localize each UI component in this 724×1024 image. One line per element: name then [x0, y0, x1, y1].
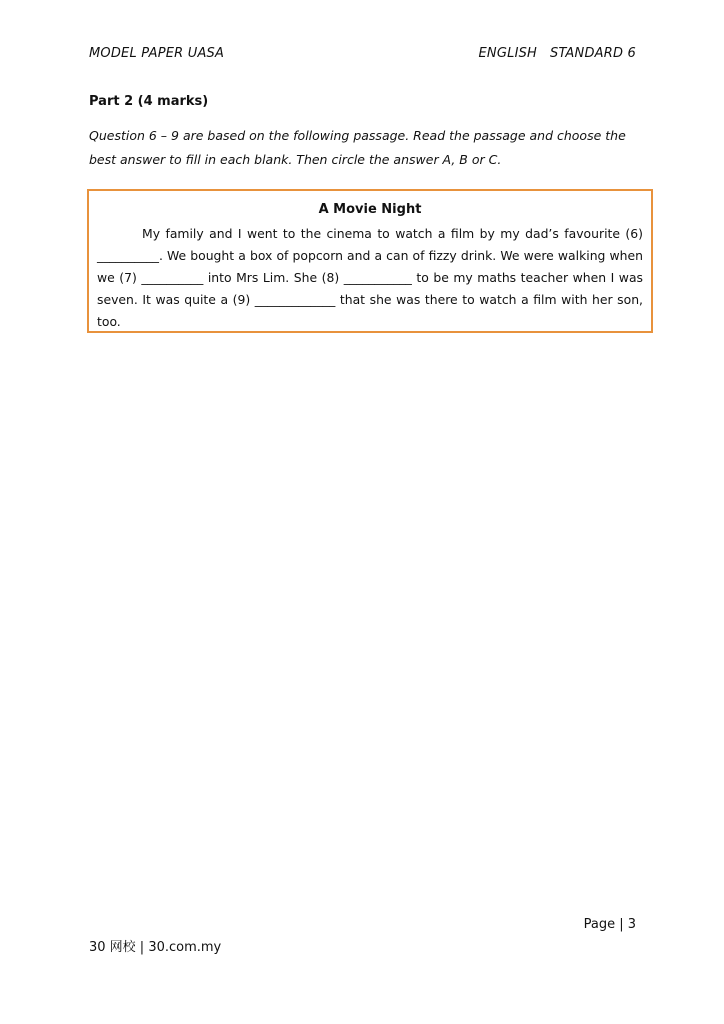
instructions-text: Question 6 – 9 are based on the following passage. Read the passage and choose the best answer to fill in each blank. Then circle the answer A, B or C. [89, 128, 626, 167]
header-subject: ENGLISH STANDARD 6 [478, 46, 636, 61]
part-title: Part 2 (4 marks) [89, 94, 209, 109]
passage-title: A Movie Night [318, 202, 422, 217]
passage-box [87, 189, 653, 333]
footer-source: 30 网校 | 30.com.my [89, 940, 222, 955]
passage-text: My family and I went to the cinema to watch a film by my dad’s favourite (6) __________. We bought a box of popcorn and a can of fizzy drink. We were walking when we (7) __________ into Mrs Lim. She (8) ___________ to be my maths teacher when I was seven. It was quite a (9) _____________ that she was there to watch a film with her son, too. [97, 226, 643, 329]
header-title: MODEL PAPER UASA [89, 46, 225, 61]
page-number: Page | 3 [583, 917, 636, 932]
